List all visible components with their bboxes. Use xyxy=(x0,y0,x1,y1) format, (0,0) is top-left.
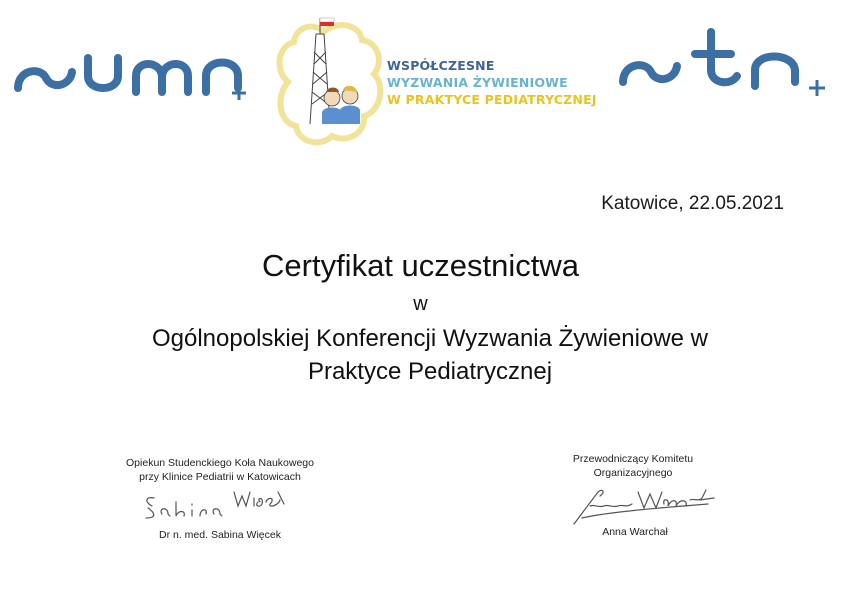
conference-logo-title xyxy=(387,57,627,108)
conference-name-line-2: Praktyce Pediatrycznej xyxy=(307,358,553,385)
conference-logo-line-3: W PRAKTYCE PEDIATRYCZNEJ xyxy=(387,92,597,107)
certificate-title: Certyfikat uczestnictwa xyxy=(262,248,579,283)
left-signatory-role xyxy=(110,456,330,484)
right-handwritten-signature xyxy=(568,482,718,528)
left-role-line-2: przy Klinice Pediatrii w Katowicach xyxy=(139,471,301,483)
stn-plus-logo xyxy=(615,24,830,104)
right-role-line-2: Organizacyjnego xyxy=(593,467,673,479)
sum-plus-logo xyxy=(10,36,250,106)
certificate-connector: w xyxy=(413,293,428,315)
left-signatory-name: Dr n. med. Sabina Więcek xyxy=(159,529,281,541)
left-role-line-1: Opiekun Studenckiego Koła Naukowego xyxy=(126,457,314,469)
conference-logo-line-1: WSPÓŁCZESNE xyxy=(387,58,495,73)
conference-logo-line-2: WYZWANIA ŻYWIENIOWE xyxy=(387,75,568,90)
conference-name-line-1: Ogólnopolskiej Konferencji Wyzwania Żywieniowe w xyxy=(151,325,709,352)
conference-name xyxy=(80,322,780,388)
right-role-line-1: Przewodniczący Komitetu xyxy=(572,453,694,465)
right-signatory-role xyxy=(548,452,718,480)
left-handwritten-signature xyxy=(138,484,288,524)
children-emblem xyxy=(270,12,388,154)
right-signatory-name: Anna Warchał xyxy=(602,526,668,538)
certificate-date: Katowice, 22.05.2021 xyxy=(601,193,784,214)
